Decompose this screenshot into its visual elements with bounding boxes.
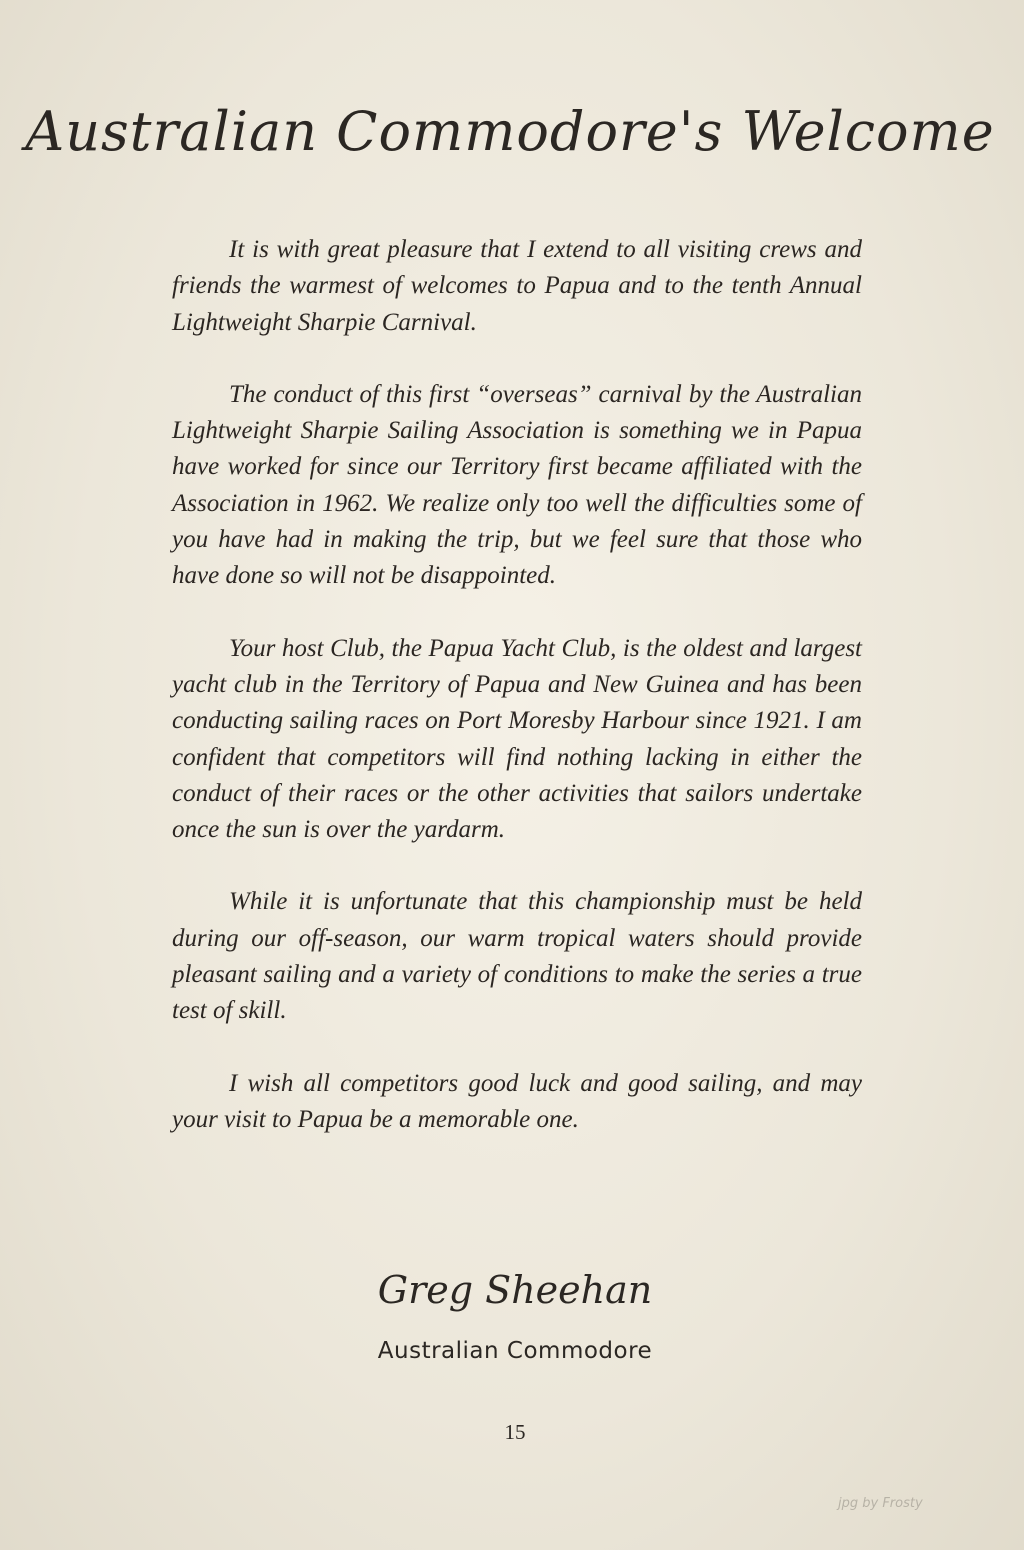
paragraph-5: I wish all competitors good luck and good sailing, and may your visit to Papua be a memorable one. (172, 1069, 862, 1133)
paragraph-3: Your host Club, the Papua Yacht Club, is the oldest and largest yacht club in the Territory of Papua and New Guinea and has been conducting sailing races on Port Moresby Harbour since 1921. I am confident that competitors will find nothing lacking in either the conduct of their races or the other activities that sailors undertake once the sun is over the yardarm. (172, 634, 862, 844)
page-title: Australian Commodore's Welcome (25, 100, 995, 163)
paragraph-1: It is with great pleasure that I extend to all visiting crews and friends the warmest of welcomes to Papua and to the tenth Annual Lightweight Sharpie Carnival. (172, 236, 862, 336)
page-number: 15 (504, 1420, 526, 1444)
letter-body (172, 232, 862, 1174)
signatory-title: Australian Commodore (377, 1338, 653, 1364)
paragraph-4: While it is unfortunate that this championship must be held during our off-season, our warm tropical waters should provide pleasant sailing and a variety of conditions to make the series a true test of skill. (172, 888, 862, 1025)
watermark: jpg by Frosty (838, 1496, 923, 1511)
paragraph-2: The conduct of this first “overseas” carnival by the Australian Lightweight Sharpie Sailing Association is something we in Papua have worked for since our Territory first became affiliated with the Association in 1962. We realize only too well the difficulties some of you have had in making the trip, but we feel sure that those who have done so will not be disappointed. (172, 380, 862, 590)
signature: Greg Sheehan (377, 1268, 653, 1312)
